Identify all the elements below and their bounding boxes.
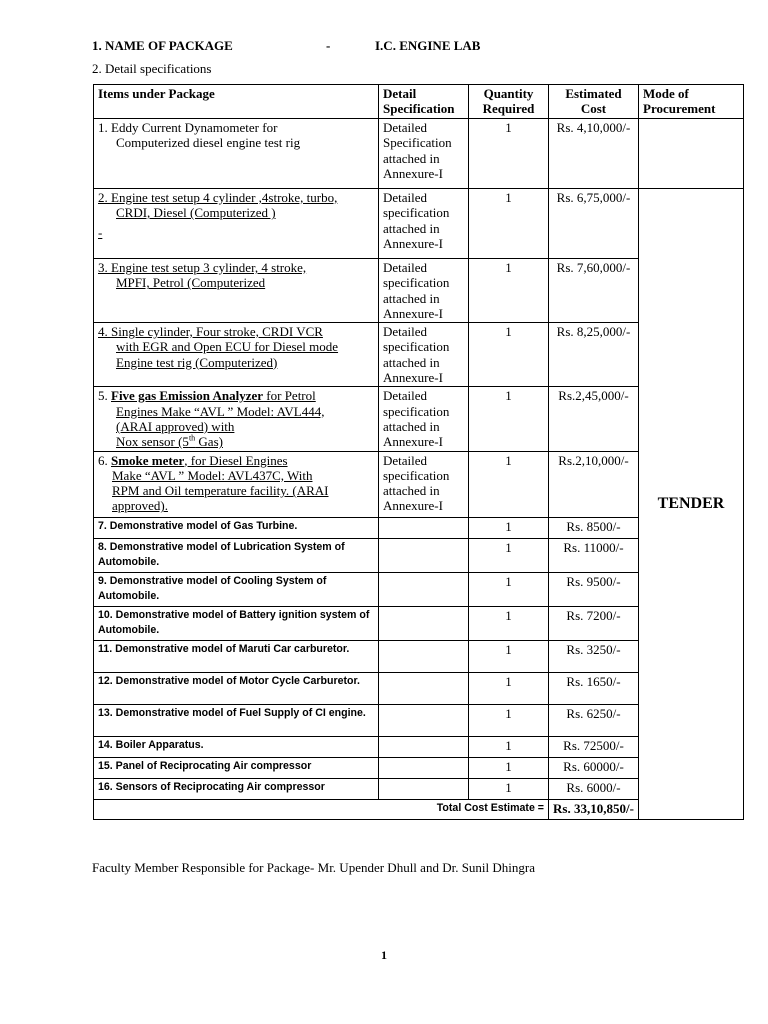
cost-cell: Rs.2,45,000/- [549, 387, 639, 451]
cost-cell: Rs. 6,75,000/- [549, 189, 639, 259]
table-row [94, 189, 744, 259]
item-line: Engine test rig (Computerized) [116, 354, 278, 370]
procurement-cell-empty [639, 119, 744, 189]
cost-cell: Rs. 60000/- [549, 757, 639, 778]
item-line: - [98, 224, 103, 240]
cost-cell: Rs. 8,25,000/- [549, 323, 639, 387]
detail-cell-empty [379, 606, 469, 640]
header-cost: Estimated Cost [549, 85, 639, 119]
detail-cell-empty [379, 538, 469, 572]
item-prefix: 6. [98, 452, 111, 468]
item-line [98, 260, 374, 275]
superscript: th [188, 433, 196, 443]
item-cell [94, 387, 379, 451]
item-line-text: 3. Engine test setup 3 cylinder, 4 stroke, [98, 260, 307, 275]
faculty-responsible: Faculty Member Responsible for Package- Mr. Upender Dhull and Dr. Sunil Dhingra [92, 860, 535, 875]
cost-cell: Rs. 4,10,000/- [549, 119, 639, 189]
item-line [98, 388, 374, 403]
specification-table [93, 84, 744, 820]
quantity-cell: 1 [469, 451, 549, 517]
total-value: Rs. 33,10,850/- [549, 799, 639, 819]
quantity-cell: 1 [469, 517, 549, 538]
item-cell: 9. Demonstrative model of Cooling System of Automobile. [94, 572, 379, 606]
item-line: CRDI, Diesel (Computerized ) [116, 205, 276, 221]
cost-cell: Rs. 6250/- [549, 704, 639, 736]
table-header-row [94, 85, 744, 119]
package-label: 1. NAME OF PACKAGE [92, 38, 233, 53]
detail-cell-empty [379, 640, 469, 672]
item-line: Engines Make “AVL ” Model: AVL444, [116, 403, 325, 419]
item-cell: 11. Demonstrative model of Maruti Car carburetor. [94, 640, 379, 672]
item-cell: 13. Demonstrative model of Fuel Supply of CI engine. [94, 704, 379, 736]
item-cell: 16. Sensors of Reciprocating Air compressor [94, 778, 379, 799]
cost-cell: Rs. 11000/- [549, 538, 639, 572]
item-line: Make “AVL ” Model: AVL437C, With [112, 467, 313, 483]
detail-cell-empty [379, 672, 469, 704]
item-prefix: 5. [98, 388, 111, 404]
detail-cell: Detailed specification attached in Annexure-I [379, 259, 469, 323]
section-subheading: 2. Detail specifications [92, 61, 212, 76]
detail-cell-empty [379, 778, 469, 799]
quantity-cell: 1 [469, 704, 549, 736]
cost-cell: Rs. 9500/- [549, 572, 639, 606]
quantity-cell: 1 [469, 778, 549, 799]
cost-cell: Rs. 72500/- [549, 736, 639, 757]
cost-cell: Rs.2,10,000/- [549, 451, 639, 517]
item-line: Computerized diesel engine test rig [116, 135, 301, 151]
item-line: 4. Single cylinder, Four stroke, CRDI VCR [98, 324, 323, 340]
item-cell [94, 119, 379, 189]
quantity-cell: 1 [469, 323, 549, 387]
item-bold-text: Five gas Emission Analyzer [111, 388, 264, 404]
cost-cell: Rs. 1650/- [549, 672, 639, 704]
item-line: approved). [112, 498, 168, 514]
item-cell: 7. Demonstrative model of Gas Turbine. [94, 517, 379, 538]
item-rest-text: for Petrol [263, 388, 316, 404]
header-detail: Detail Specification [379, 85, 469, 119]
detail-cell-empty [379, 704, 469, 736]
item-line: (ARAI approved) with [116, 418, 235, 434]
detail-cell-empty [379, 736, 469, 757]
item-cell: 14. Boiler Apparatus. [94, 736, 379, 757]
quantity-cell: 1 [469, 119, 549, 189]
item-line: with EGR and Open ECU for Diesel mode [116, 339, 339, 355]
item-rest-text: , for Diesel Engines [184, 452, 288, 468]
detail-cell: Detailed specification attached in Annexure-I [379, 451, 469, 517]
item-line-text: Nox sensor (5 [116, 434, 189, 450]
quantity-cell: 1 [469, 259, 549, 323]
item-line [98, 434, 374, 449]
item-line: 1. Eddy Current Dynamometer for [98, 120, 278, 135]
cost-cell: Rs. 8500/- [549, 517, 639, 538]
quantity-cell: 1 [469, 572, 549, 606]
header-quantity: Quantity Required [469, 85, 549, 119]
cost-cell: Rs. 7200/- [549, 606, 639, 640]
item-cell [94, 259, 379, 323]
detail-cell: Detailed specification attached in Annexure-I [379, 323, 469, 387]
item-line: RPM and Oil temperature facility. (ARAI [112, 483, 329, 499]
quantity-cell: 1 [469, 387, 549, 451]
item-cell [94, 189, 379, 259]
detail-cell-empty [379, 517, 469, 538]
item-cell: 10. Demonstrative model of Battery ignition system of Automobile. [94, 606, 379, 640]
detail-cell-empty [379, 757, 469, 778]
detail-cell-empty [379, 572, 469, 606]
quantity-cell: 1 [469, 757, 549, 778]
item-line: MPFI, Petrol (Computerized [116, 275, 266, 291]
item-cell: 8. Demonstrative model of Lubrication System of Automobile. [94, 538, 379, 572]
page-number: 1 [381, 948, 387, 962]
tender-cell: TENDER [639, 189, 744, 820]
quantity-cell: 1 [469, 736, 549, 757]
item-cell: 15. Panel of Reciprocating Air compressor [94, 757, 379, 778]
detail-cell: Detailed specification attached in Annexure-I [379, 189, 469, 259]
cost-cell: Rs. 3250/- [549, 640, 639, 672]
quantity-cell: 1 [469, 672, 549, 704]
header-items: Items under Package [94, 85, 379, 119]
item-cell: 12. Demonstrative model of Motor Cycle Carburetor. [94, 672, 379, 704]
quantity-cell: 1 [469, 640, 549, 672]
package-heading [92, 38, 481, 54]
cost-cell: Rs. 6000/- [549, 778, 639, 799]
quantity-cell: 1 [469, 189, 549, 259]
item-bold-text: Smoke meter [111, 452, 185, 468]
cost-cell: Rs. 7,60,000/- [549, 259, 639, 323]
package-name: I.C. ENGINE LAB [375, 38, 481, 53]
quantity-cell: 1 [469, 606, 549, 640]
item-cell [94, 451, 379, 517]
quantity-cell: 1 [469, 538, 549, 572]
item-line [98, 453, 374, 468]
item-cell [94, 323, 379, 387]
item-line: 2. Engine test setup 4 cylinder ,4stroke, turbo, [98, 190, 338, 205]
table-row [94, 119, 744, 189]
item-line-text: Gas) [195, 434, 223, 450]
package-dash: - [326, 38, 331, 53]
detail-cell: Detailed Specification attached in Annexure-I [379, 119, 469, 189]
total-label: Total Cost Estimate = [94, 799, 549, 819]
detail-cell: Detailed specification attached in Annexure-I [379, 387, 469, 451]
header-mode: Mode of Procurement [639, 85, 744, 119]
